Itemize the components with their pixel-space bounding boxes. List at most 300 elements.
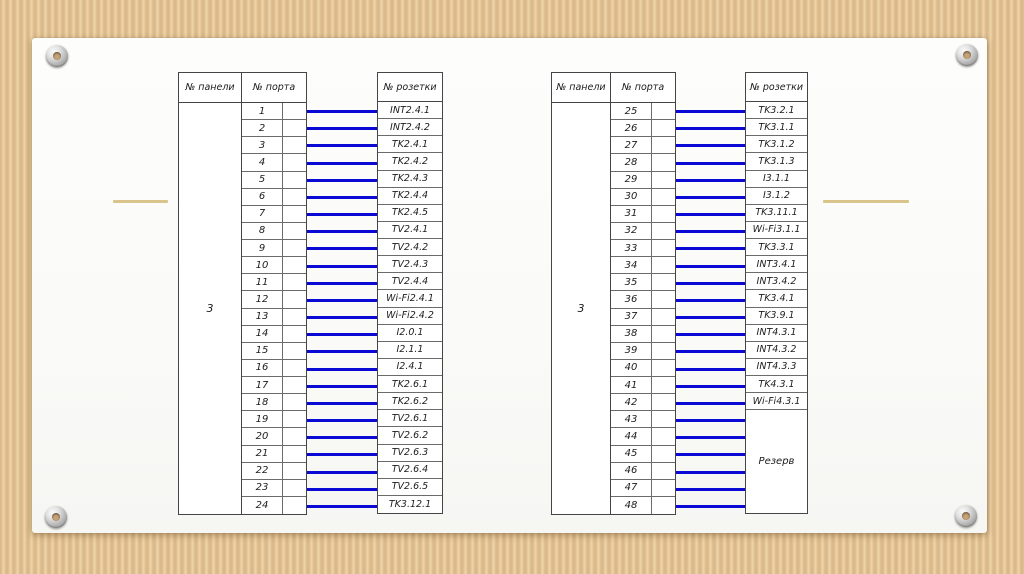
socket-label: TK2.6.2: [378, 393, 442, 410]
socket-label: INT2.4.1: [378, 102, 442, 119]
patch-cable-line: [676, 265, 745, 268]
patch-cable-line: [676, 196, 745, 199]
cable-link-row: [307, 378, 377, 395]
port-row: [611, 411, 675, 428]
port-number: 42: [611, 394, 652, 410]
port-row: [611, 326, 675, 343]
port-blank-cell: [283, 463, 306, 479]
patch-cable-line: [307, 247, 377, 250]
socket-label: TK2.4.3: [378, 171, 442, 188]
port-row: [242, 274, 306, 291]
port-row: [242, 309, 306, 326]
port-number: 31: [611, 206, 652, 222]
port-row: [611, 172, 675, 189]
port-blank-cell: [283, 309, 306, 325]
port-number: 19: [242, 411, 283, 427]
port-number: 22: [242, 463, 283, 479]
port-row: [242, 189, 306, 206]
port-row: [611, 394, 675, 411]
port-row: [611, 446, 675, 463]
patch-cable-line: [307, 488, 377, 491]
cable-link-row: [307, 240, 377, 257]
cable-link-row: [676, 360, 745, 377]
port-number: 23: [242, 480, 283, 496]
port-number: 25: [611, 103, 652, 119]
port-number: 46: [611, 463, 652, 479]
cable-link-row: [307, 103, 377, 120]
port-column-header: № порта: [611, 73, 675, 103]
port-number: 39: [611, 343, 652, 359]
port-blank-cell: [283, 206, 306, 222]
cable-link-row: [307, 481, 377, 498]
port-blank-cell: [283, 103, 306, 119]
patch-cable-line: [307, 110, 377, 113]
port-number: 2: [242, 120, 283, 136]
port-blank-cell: [283, 326, 306, 342]
socket-label: INT3.4.1: [746, 256, 807, 273]
port-row: [242, 103, 306, 120]
cable-link-row: [307, 360, 377, 377]
port-blank-cell: [283, 360, 306, 376]
socket-column-header: № розетки: [745, 72, 808, 102]
patch-cable-line: [307, 316, 377, 319]
patch-cable-line: [676, 488, 745, 491]
socket-label: Wi-Fi2.4.1: [378, 290, 442, 307]
patch-cable-line: [676, 213, 745, 216]
patch-cable-line: [307, 402, 377, 405]
port-number: 17: [242, 377, 283, 393]
port-blank-cell: [283, 172, 306, 188]
panel-number: 3: [577, 302, 585, 315]
patch-cable-line: [676, 230, 745, 233]
socket-label: INT3.4.2: [746, 273, 807, 290]
port-blank-cell: [652, 480, 675, 496]
port-blank-cell: [283, 274, 306, 290]
port-row: [242, 377, 306, 394]
cable-link-row: [676, 223, 745, 240]
port-row: [242, 154, 306, 171]
port-row: [242, 257, 306, 274]
port-row: [611, 463, 675, 480]
port-blank-cell: [652, 206, 675, 222]
cable-link-row: [307, 223, 377, 240]
port-row: [611, 497, 675, 514]
patch-cable-line: [676, 110, 745, 113]
patch-cable-line: [676, 282, 745, 285]
port-row: [611, 103, 675, 120]
socket-label: INT4.3.1: [746, 325, 807, 342]
port-row: [242, 480, 306, 497]
cable-link-row: [307, 137, 377, 154]
cable-links: [676, 103, 745, 515]
port-row: [242, 223, 306, 240]
cable-link-row: [307, 343, 377, 360]
port-row: [611, 137, 675, 154]
cable-link-row: [676, 154, 745, 171]
socket-label: I2.4.1: [378, 359, 442, 376]
socket-label: Wi-Fi3.1.1: [746, 222, 807, 239]
cable-link-row: [676, 103, 745, 120]
patch-cable-line: [307, 350, 377, 353]
socket-label: TK3.11.1: [746, 205, 807, 222]
right-connector-line: [823, 200, 909, 203]
port-row: [611, 223, 675, 240]
patch-cable-line: [676, 179, 745, 182]
socket-label: TV2.4.3: [378, 256, 442, 273]
patch-cable-line: [307, 368, 377, 371]
port-blank-cell: [283, 223, 306, 239]
port-number: 10: [242, 257, 283, 273]
cable-link-row: [676, 429, 745, 446]
port-number: 37: [611, 309, 652, 325]
socket-label: TV2.6.4: [378, 462, 442, 479]
patch-cable-line: [307, 333, 377, 336]
socket-label: TK2.4.5: [378, 205, 442, 222]
corner-grommet-bottom-right: [955, 505, 977, 527]
socket-label: TV2.6.5: [378, 479, 442, 496]
cable-link-row: [307, 446, 377, 463]
cable-link-row: [307, 275, 377, 292]
port-blank-cell: [652, 343, 675, 359]
port-number: 1: [242, 103, 283, 119]
patch-cable-line: [307, 436, 377, 439]
port-blank-cell: [283, 189, 306, 205]
port-blank-cell: [652, 326, 675, 342]
port-blank-cell: [652, 172, 675, 188]
left-connector-line: [113, 200, 168, 203]
patch-cable-line: [307, 385, 377, 388]
cable-link-row: [676, 206, 745, 223]
port-row: [242, 120, 306, 137]
cable-link-row: [676, 309, 745, 326]
port-row: [611, 377, 675, 394]
socket-label: TK4.3.1: [746, 376, 807, 393]
port-number: 29: [611, 172, 652, 188]
patch-cable-line: [676, 162, 745, 165]
patch-cable-line: [307, 127, 377, 130]
port-rows: [242, 103, 306, 514]
cable-link-row: [307, 257, 377, 274]
port-number: 27: [611, 137, 652, 153]
panel-port-block: [551, 72, 676, 515]
cable-link-row: [676, 395, 745, 412]
port-blank-cell: [283, 257, 306, 273]
cable-link-row: [307, 189, 377, 206]
port-blank-cell: [283, 137, 306, 153]
cable-link-row: [307, 412, 377, 429]
port-row: [611, 309, 675, 326]
socket-label: TV2.6.2: [378, 427, 442, 444]
port-rows: [611, 103, 675, 514]
port-number: 18: [242, 394, 283, 410]
port-number: 36: [611, 291, 652, 307]
cable-link-row: [676, 292, 745, 309]
port-number: 20: [242, 428, 283, 444]
port-blank-cell: [283, 446, 306, 462]
port-number: 9: [242, 240, 283, 256]
cable-links-column: [307, 72, 377, 515]
port-number: 48: [611, 497, 652, 514]
socket-rows: [745, 102, 808, 514]
port-number: 7: [242, 206, 283, 222]
socket-label: TV2.4.1: [378, 222, 442, 239]
patch-cable-line: [676, 436, 745, 439]
port-row: [611, 240, 675, 257]
port-blank-cell: [652, 377, 675, 393]
panel-port-block: [178, 72, 307, 515]
corner-grommet-top-right: [956, 44, 978, 66]
cable-link-row: [676, 343, 745, 360]
socket-label: TK3.9.1: [746, 308, 807, 325]
port-blank-cell: [652, 497, 675, 514]
socket-label: TK2.4.1: [378, 136, 442, 153]
socket-label: TK2.4.4: [378, 188, 442, 205]
patch-panel-table-ports-1-24: [178, 72, 443, 515]
port-number: 11: [242, 274, 283, 290]
patch-cable-line: [307, 471, 377, 474]
socket-label: TK2.4.2: [378, 153, 442, 170]
cable-link-row: [676, 412, 745, 429]
port-blank-cell: [283, 411, 306, 427]
port-blank-cell: [652, 103, 675, 119]
patch-cable-line: [307, 179, 377, 182]
port-row: [242, 411, 306, 428]
cable-link-row: [307, 395, 377, 412]
port-column: [611, 73, 675, 514]
patch-cable-line: [307, 453, 377, 456]
socket-label: TK3.1.1: [746, 119, 807, 136]
cable-link-row: [307, 172, 377, 189]
port-number: 47: [611, 480, 652, 496]
port-number: 28: [611, 154, 652, 170]
port-number: 14: [242, 326, 283, 342]
socket-label: TV2.4.2: [378, 239, 442, 256]
port-row: [242, 343, 306, 360]
port-blank-cell: [652, 309, 675, 325]
socket-label: TK2.6.1: [378, 376, 442, 393]
port-number: 26: [611, 120, 652, 136]
port-blank-cell: [283, 120, 306, 136]
socket-label: I2.1.1: [378, 342, 442, 359]
port-column: [242, 73, 306, 514]
patch-cable-line: [307, 505, 377, 508]
port-blank-cell: [652, 189, 675, 205]
port-row: [611, 154, 675, 171]
socket-label: INT4.3.2: [746, 342, 807, 359]
patch-cable-line: [307, 282, 377, 285]
port-row: [242, 172, 306, 189]
port-blank-cell: [652, 446, 675, 462]
socket-label: INT4.3.3: [746, 359, 807, 376]
socket-label: TK3.1.3: [746, 153, 807, 170]
patch-cable-line: [307, 299, 377, 302]
socket-label: Wi-Fi4.3.1: [746, 393, 807, 410]
port-blank-cell: [283, 240, 306, 256]
port-row: [242, 326, 306, 343]
port-number: 45: [611, 446, 652, 462]
patch-panel-table-ports-25-48: [551, 72, 808, 515]
socket-column: [377, 72, 443, 515]
port-row: [611, 120, 675, 137]
port-blank-cell: [283, 428, 306, 444]
port-number: 40: [611, 360, 652, 376]
port-row: [242, 206, 306, 223]
patch-cable-line: [676, 368, 745, 371]
port-blank-cell: [652, 291, 675, 307]
port-row: [611, 480, 675, 497]
port-blank-cell: [283, 154, 306, 170]
cable-link-row: [307, 429, 377, 446]
panel-column-header: № панели: [179, 73, 241, 103]
port-row: [242, 463, 306, 480]
cable-link-row: [676, 120, 745, 137]
cable-links: [307, 103, 377, 515]
cable-link-row: [676, 498, 745, 515]
port-number: 21: [242, 446, 283, 462]
port-number: 30: [611, 189, 652, 205]
port-blank-cell: [283, 343, 306, 359]
port-blank-cell: [283, 377, 306, 393]
socket-label: I2.0.1: [378, 325, 442, 342]
cable-link-row: [676, 326, 745, 343]
patch-cable-line: [676, 453, 745, 456]
patch-cable-line: [676, 127, 745, 130]
patch-cable-line: [676, 419, 745, 422]
cable-link-row: [307, 292, 377, 309]
port-row: [242, 137, 306, 154]
patch-cable-line: [676, 402, 745, 405]
port-blank-cell: [652, 463, 675, 479]
socket-label: TV2.4.4: [378, 273, 442, 290]
socket-column-header: № розетки: [377, 72, 443, 102]
cable-link-row: [676, 275, 745, 292]
socket-label: TK3.4.1: [746, 290, 807, 307]
port-blank-cell: [652, 223, 675, 239]
cable-link-row: [676, 257, 745, 274]
port-row: [611, 206, 675, 223]
corner-grommet-top-left: [46, 45, 68, 67]
socket-label: I3.1.2: [746, 188, 807, 205]
port-row: [242, 497, 306, 514]
cable-link-row: [676, 240, 745, 257]
patch-cable-line: [307, 230, 377, 233]
port-number: 33: [611, 240, 652, 256]
port-number: 43: [611, 411, 652, 427]
socket-label: TV2.6.1: [378, 410, 442, 427]
port-number: 35: [611, 274, 652, 290]
port-blank-cell: [652, 257, 675, 273]
port-row: [242, 360, 306, 377]
cable-link-row: [676, 481, 745, 498]
cable-link-row: [676, 463, 745, 480]
port-row: [611, 343, 675, 360]
cable-link-row: [676, 172, 745, 189]
patch-cable-line: [676, 333, 745, 336]
port-blank-cell: [652, 154, 675, 170]
port-number: 24: [242, 497, 283, 514]
socket-label: Wi-Fi2.4.2: [378, 308, 442, 325]
socket-label: TK3.2.1: [746, 102, 807, 119]
socket-column: [745, 72, 808, 515]
patch-cable-line: [307, 265, 377, 268]
port-row: [611, 428, 675, 445]
patch-cable-line: [307, 162, 377, 165]
port-row: [242, 291, 306, 308]
port-number: 13: [242, 309, 283, 325]
slide-card: [32, 38, 987, 533]
panel-column-header: № панели: [552, 73, 610, 103]
port-number: 16: [242, 360, 283, 376]
patch-cable-line: [676, 316, 745, 319]
port-number: 5: [242, 172, 283, 188]
cable-link-row: [676, 446, 745, 463]
patch-cable-line: [676, 144, 745, 147]
reserve-merged-cell: Резерв: [758, 456, 795, 468]
port-row: [611, 189, 675, 206]
port-blank-cell: [283, 497, 306, 514]
cable-link-row: [307, 326, 377, 343]
port-number: 6: [242, 189, 283, 205]
socket-label: TK3.12.1: [388, 498, 432, 510]
port-row: [611, 257, 675, 274]
port-row: [611, 360, 675, 377]
port-blank-cell: [652, 428, 675, 444]
panel-column: [552, 73, 611, 514]
port-blank-cell: [652, 394, 675, 410]
patch-cable-line: [307, 196, 377, 199]
cable-link-row: [307, 498, 377, 515]
panel-number: 3: [206, 302, 214, 315]
port-number: 4: [242, 154, 283, 170]
patch-cable-line: [307, 144, 377, 147]
socket-label: TK3.1.2: [746, 136, 807, 153]
port-number: 3: [242, 137, 283, 153]
port-row: [611, 274, 675, 291]
port-blank-cell: [652, 240, 675, 256]
cable-link-row: [307, 154, 377, 171]
port-blank-cell: [652, 411, 675, 427]
socket-label: TK3.3.1: [746, 239, 807, 256]
port-number: 15: [242, 343, 283, 359]
socket-label: TV2.6.3: [378, 445, 442, 462]
port-row: [242, 428, 306, 445]
port-blank-cell: [652, 274, 675, 290]
patch-cable-line: [676, 505, 745, 508]
port-row: [242, 240, 306, 257]
port-number: 38: [611, 326, 652, 342]
socket-rows: [377, 102, 443, 514]
port-row: [611, 291, 675, 308]
port-blank-cell: [283, 291, 306, 307]
patch-cable-line: [676, 247, 745, 250]
patch-cable-line: [307, 213, 377, 216]
port-blank-cell: [652, 120, 675, 136]
cable-links-column: [676, 72, 745, 515]
port-number: 44: [611, 428, 652, 444]
port-column-header: № порта: [242, 73, 306, 103]
cable-link-row: [676, 137, 745, 154]
patch-cable-line: [676, 299, 745, 302]
patch-cable-line: [676, 350, 745, 353]
cable-link-row: [676, 189, 745, 206]
patch-cable-line: [676, 471, 745, 474]
patch-cable-line: [307, 419, 377, 422]
patch-cable-line: [676, 385, 745, 388]
port-number: 34: [611, 257, 652, 273]
port-blank-cell: [283, 480, 306, 496]
socket-label: INT2.4.2: [378, 119, 442, 136]
cable-link-row: [307, 463, 377, 480]
